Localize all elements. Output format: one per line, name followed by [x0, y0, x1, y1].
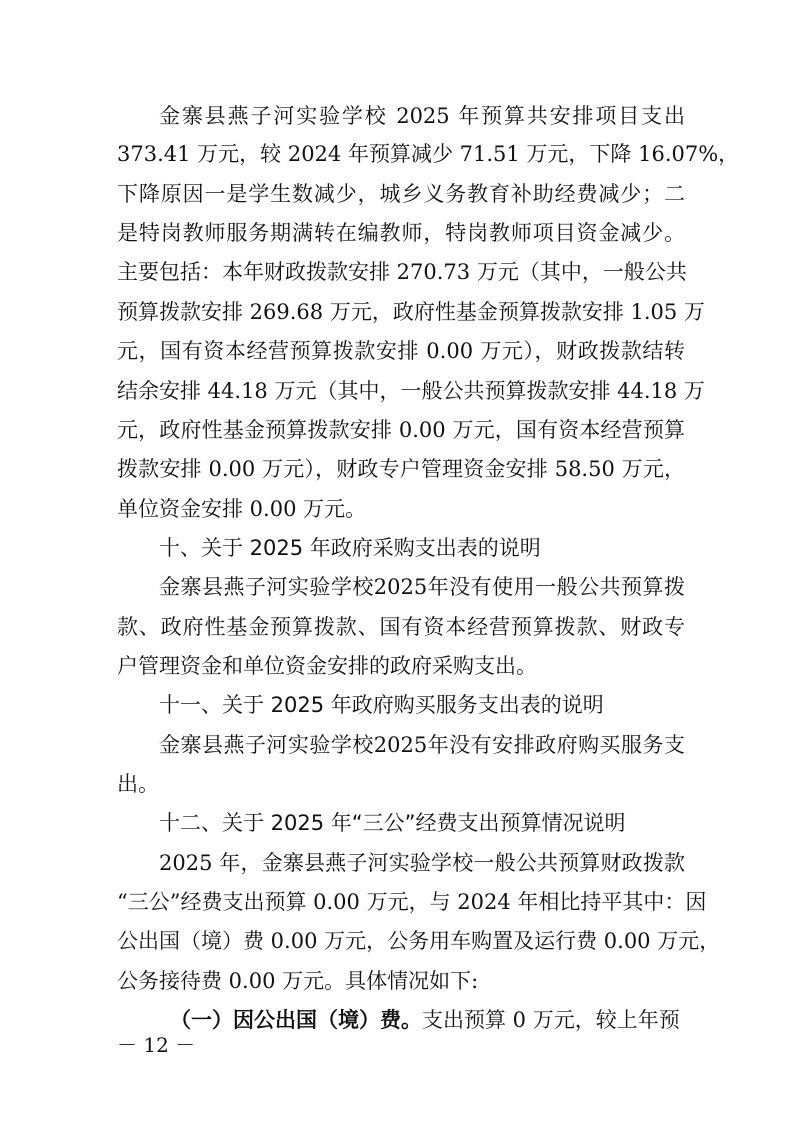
section-heading-10: 十、关于 2025 年政府采购支出表的说明	[159, 536, 541, 560]
text-line: 金寨县燕子河实验学校 2025 年预算共安排项目支出	[159, 104, 685, 128]
sub-item-1	[170, 1000, 696, 1040]
text-line: “三公”经费支出预算 0.00 万元，与 2024 年相比持平其中：因	[117, 890, 707, 914]
section-heading-12: 十二、关于 2025 年“三公”经费支出预算情况说明	[159, 811, 626, 835]
text-line: 结余安排 44.18 万元（其中，一般公共预算拨款安排 44.18 万	[117, 379, 705, 403]
sub-item-1-text: 支出预算 0 万元，较上年预	[422, 1008, 680, 1032]
text-line: 元，政府性基金预算拨款安排 0.00 万元，国有资本经营预算	[117, 418, 685, 442]
text-line: 预算拨款安排 269.68 万元，政府性基金预算拨款安排 1.05 万	[117, 300, 705, 324]
text-line: 元，国有资本经营预算拨款安排 0.00 万元），财政拨款结转	[117, 339, 685, 363]
text-line: 单位资金安排 0.00 万元。	[117, 497, 367, 521]
text-line: 金寨县燕子河实验学校2025年没有安排政府购买服务支	[159, 733, 685, 757]
text-line: 公出国（境）费 0.00 万元，公务用车购置及运行费 0.00 万元，	[117, 929, 721, 953]
sub-item-1-lead: （一）因公出国（境）费。	[170, 1008, 422, 1032]
text-line: 拨款安排 0.00 万元），财政专户管理资金安排 58.50 万元，	[117, 457, 685, 481]
text-line: 出。	[117, 772, 159, 796]
text-line: 金寨县燕子河实验学校2025年没有使用一般公共预算拨	[159, 575, 685, 599]
text-line: 公务接待费 0.00 万元。具体情况如下:	[117, 969, 479, 993]
text-line: 款、政府性基金预算拨款、国有资本经营预算拨款、财政专	[117, 615, 685, 639]
section-heading-11: 十一、关于 2025 年政府购买服务支出表的说明	[159, 693, 604, 717]
text-line: 主要包括：本年财政拨款安排 270.73 万元（其中，一般公共	[117, 260, 687, 284]
text-line: 下降原因一是学生数减少，城乡义务教育补助经费减少；二	[117, 182, 685, 206]
text-line: 2025 年，金寨县燕子河实验学校一般公共预算财政拨款	[159, 851, 685, 875]
page-number: － 12 －	[117, 1033, 196, 1057]
text-line: 户管理资金和单位资金安排的政府采购支出。	[117, 654, 537, 678]
text-line: 是特岗教师服务期满转在编教师，特岗教师项目资金减少。	[117, 221, 685, 245]
text-line: 373.41 万元，较 2024 年预算减少 71.51 万元，下降 16.07%，	[117, 142, 740, 166]
